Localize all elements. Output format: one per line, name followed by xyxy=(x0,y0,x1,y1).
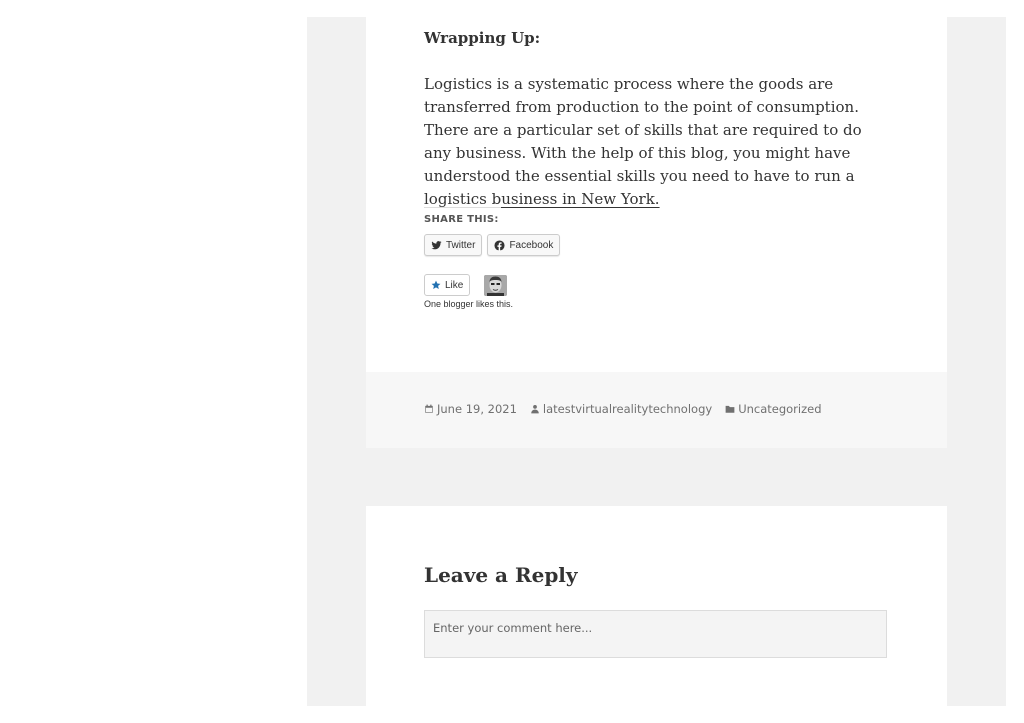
facebook-icon xyxy=(494,240,505,251)
share-label: SHARE THIS: xyxy=(424,207,501,225)
section-heading: Wrapping Up: xyxy=(424,29,541,47)
logistics-business-link[interactable]: logistics business in New York. xyxy=(424,190,660,208)
like-row xyxy=(424,274,507,296)
category-link[interactable]: Uncategorized xyxy=(738,402,822,416)
blogger-avatar[interactable] xyxy=(484,275,507,296)
posted-on xyxy=(424,402,517,416)
comments-section xyxy=(366,506,947,706)
avatar-face-icon xyxy=(484,275,507,296)
entry-footer xyxy=(366,372,947,448)
like-label: Like xyxy=(445,279,464,291)
calendar-icon xyxy=(424,404,434,414)
folder-icon xyxy=(725,404,735,414)
entry-meta xyxy=(424,402,822,416)
reply-title: Leave a Reply xyxy=(424,563,578,587)
byline xyxy=(530,402,712,416)
article-card xyxy=(366,17,947,372)
paragraph-text: Logistics is a systematic process where the goods are transferred from production to the point of consumption. There are a particular set of skills that are required to do any business. With the help of this blog, you might have understood the essential skills you need to have to run a xyxy=(424,75,862,185)
left-sidebar xyxy=(16,17,307,706)
categories xyxy=(725,402,821,416)
twitter-icon xyxy=(431,240,442,251)
likes-note: One blogger likes this. xyxy=(424,299,514,309)
person-icon xyxy=(530,404,540,414)
share-buttons xyxy=(424,234,560,256)
article-paragraph xyxy=(424,73,890,211)
star-icon xyxy=(431,280,441,290)
share-facebook-button[interactable] xyxy=(487,234,560,256)
twitter-label: Twitter xyxy=(446,239,476,251)
page-bottom-edge xyxy=(0,706,1024,723)
like-button[interactable] xyxy=(424,274,470,296)
facebook-label: Facebook xyxy=(509,239,554,251)
share-twitter-button[interactable] xyxy=(424,234,482,256)
author-link[interactable]: latestvirtualrealitytechnology xyxy=(542,402,713,416)
post-date-link[interactable]: June 19, 2021 xyxy=(437,402,517,416)
comment-input[interactable] xyxy=(424,610,887,658)
